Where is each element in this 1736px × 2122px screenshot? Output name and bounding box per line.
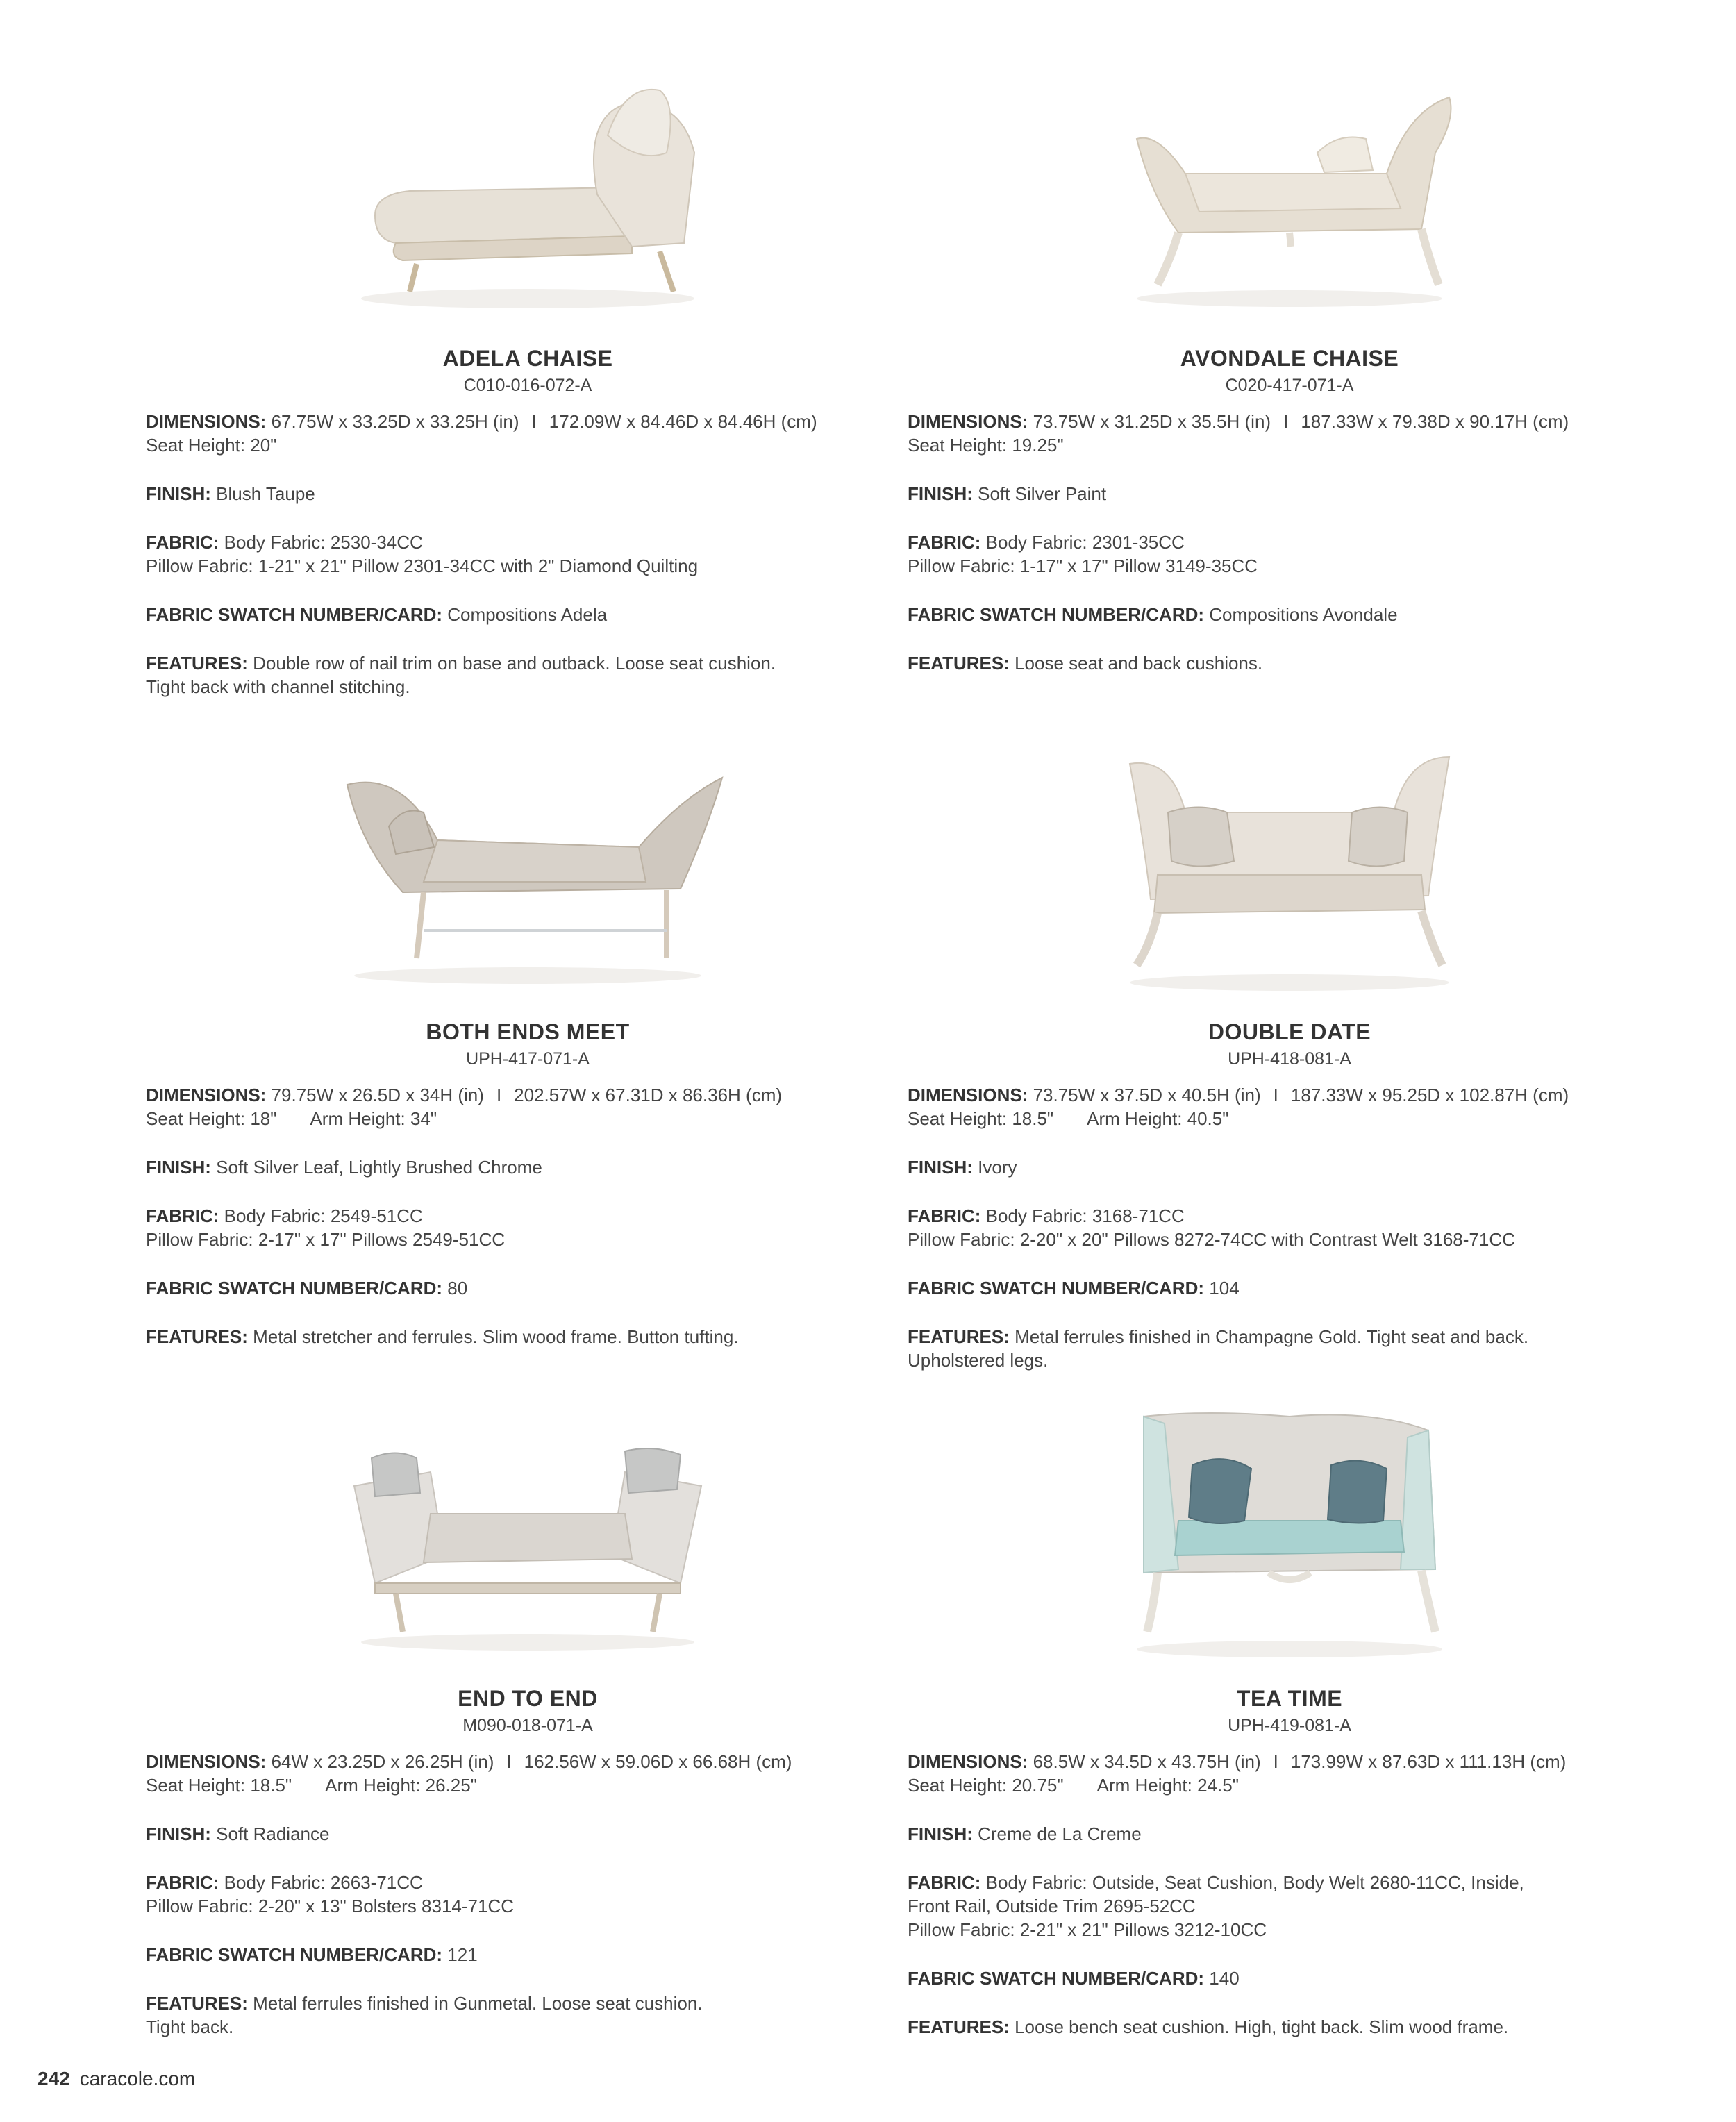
- fabric-body: Body Fabric: 2530-34CC: [224, 532, 423, 553]
- dimensions-cm: 187.33W x 95.25D x 102.87H (cm): [1290, 1085, 1569, 1105]
- fabric-body: Body Fabric: 3168-71CC: [985, 1205, 1185, 1226]
- product-image-end-to-end: [146, 1396, 910, 1673]
- dimensions-separator: I: [1273, 1085, 1278, 1105]
- product-image-adela-chaise: [146, 56, 910, 333]
- features-label: FEATURES:: [908, 2016, 1010, 2037]
- swatch-label: FABRIC SWATCH NUMBER/CARD:: [146, 604, 443, 625]
- seat-height: Seat Height: 20.75": [908, 1775, 1064, 1796]
- finish-value: Blush Taupe: [216, 483, 315, 504]
- product-end-to-end: [146, 1396, 910, 2039]
- features-label: FEATURES:: [908, 653, 1010, 674]
- product-both-ends-meet: [146, 729, 910, 1348]
- features-spec: [146, 1991, 910, 2015]
- finish-value: Soft Radiance: [216, 1823, 330, 1844]
- fabric-label: FABRIC:: [146, 532, 219, 553]
- finish-value: Soft Silver Paint: [978, 483, 1107, 504]
- features-spec: [908, 2015, 1671, 2039]
- swatch-value: Compositions Avondale: [1209, 604, 1398, 625]
- dimensions-cm: 162.56W x 59.06D x 66.68H (cm): [524, 1751, 792, 1772]
- fabric-spec: [146, 1871, 910, 1894]
- features-spec: [908, 1325, 1671, 1348]
- features-label: FEATURES:: [908, 1326, 1010, 1347]
- swatch-label: FABRIC SWATCH NUMBER/CARD:: [146, 1944, 443, 1965]
- dimensions-cm: 172.09W x 84.46D x 84.46H (cm): [549, 411, 817, 432]
- arm-height: Arm Height: 34": [310, 1108, 437, 1129]
- fabric-body: Body Fabric: 2301-35CC: [985, 532, 1185, 553]
- finish-label: FINISH:: [908, 483, 973, 504]
- height-spec: [908, 433, 1671, 457]
- finish-spec: [146, 1155, 910, 1179]
- features-value: Loose seat and back cushions.: [1015, 653, 1263, 674]
- features-spec: [908, 651, 1671, 675]
- product-sku: C020-417-071-A: [1225, 376, 1354, 395]
- fabric-label: FABRIC:: [908, 1872, 981, 1893]
- fabric-label: FABRIC:: [146, 1205, 219, 1226]
- product-sku: UPH-417-071-A: [466, 1049, 590, 1069]
- swatch-label: FABRIC SWATCH NUMBER/CARD:: [146, 1278, 443, 1298]
- finish-label: FINISH:: [908, 1157, 973, 1178]
- finish-value: Ivory: [978, 1157, 1017, 1178]
- dimensions-in: 64W x 23.25D x 26.25H (in): [271, 1751, 494, 1772]
- fabric-pillow: Pillow Fabric: 1-21" x 21" Pillow 2301-34CC with 2" Diamond Quilting: [146, 555, 699, 576]
- seat-height: Seat Height: 18.5": [908, 1108, 1054, 1129]
- arm-height: Arm Height: 26.25": [325, 1775, 477, 1796]
- product-sku: UPH-418-081-A: [1228, 1049, 1351, 1069]
- features-value-line2: Upholstered legs.: [908, 1350, 1049, 1371]
- swatch-spec: [146, 603, 910, 626]
- dimensions-spec: [908, 1750, 1671, 1773]
- dimensions-spec: [146, 410, 910, 433]
- swatch-label: FABRIC SWATCH NUMBER/CARD:: [908, 1968, 1205, 1989]
- fabric-spec: [908, 530, 1671, 554]
- dimensions-in: 73.75W x 37.5D x 40.5H (in): [1033, 1085, 1261, 1105]
- dimensions-spec: [146, 1750, 910, 1773]
- dimensions-cm: 202.57W x 67.31D x 86.36H (cm): [514, 1085, 783, 1105]
- fabric-spec: [908, 1204, 1671, 1228]
- features-value: Metal ferrules finished in Gunmetal. Loose seat cushion.: [253, 1993, 703, 2014]
- dimensions-spec: [146, 1083, 910, 1107]
- dimensions-label: DIMENSIONS:: [908, 1751, 1028, 1772]
- dimensions-label: DIMENSIONS:: [146, 1751, 267, 1772]
- features-spec: [146, 1325, 910, 1348]
- swatch-spec: [908, 1966, 1671, 1990]
- product-sku: C010-016-072-A: [463, 376, 592, 395]
- dimensions-cm: 187.33W x 79.38D x 90.17H (cm): [1301, 411, 1569, 432]
- swatch-label: FABRIC SWATCH NUMBER/CARD:: [908, 604, 1205, 625]
- dimensions-label: DIMENSIONS:: [908, 411, 1028, 432]
- fabric-spec: [146, 530, 910, 554]
- features-value: Metal stretcher and ferrules. Slim wood frame. Button tufting.: [253, 1326, 739, 1347]
- product-image-avondale-chaise: [908, 56, 1671, 333]
- features-value: Loose bench seat cushion. High, tight back. Slim wood frame.: [1015, 2016, 1509, 2037]
- seat-height: Seat Height: 20": [146, 435, 277, 456]
- dimensions-label: DIMENSIONS:: [146, 411, 267, 432]
- site-link[interactable]: caracole.com: [79, 2068, 196, 2089]
- fabric-label: FABRIC:: [908, 1205, 981, 1226]
- height-spec: [146, 1773, 910, 1797]
- fabric-spec: [908, 1871, 1671, 1894]
- product-image-double-date: [908, 729, 1671, 1007]
- arm-height: Arm Height: 24.5": [1096, 1775, 1239, 1796]
- fabric-body: Body Fabric: 2663-71CC: [224, 1872, 423, 1893]
- swatch-label: FABRIC SWATCH NUMBER/CARD:: [908, 1278, 1205, 1298]
- swatch-spec: [908, 603, 1671, 626]
- features-value-line2: Tight back with channel stitching.: [146, 676, 410, 697]
- page-footer: [37, 2068, 195, 2090]
- finish-spec: [908, 1822, 1671, 1846]
- product-name: DOUBLE DATE: [1208, 1019, 1371, 1044]
- product-name: BOTH ENDS MEET: [426, 1019, 630, 1044]
- dimensions-spec: [908, 1083, 1671, 1107]
- product-sku: M090-018-071-A: [462, 1716, 593, 1735]
- fabric-pillow: Pillow Fabric: 2-17" x 17" Pillows 2549-51CC: [146, 1229, 506, 1250]
- height-spec: [146, 1107, 910, 1130]
- height-spec: [908, 1773, 1671, 1797]
- finish-spec: [908, 482, 1671, 506]
- fabric-pillow: Pillow Fabric: 2-21" x 21" Pillows 3212-10CC: [908, 1919, 1267, 1940]
- features-value-line2: Tight back.: [146, 2016, 234, 2037]
- dimensions-separator: I: [496, 1085, 502, 1105]
- product-name: AVONDALE CHAISE: [1180, 346, 1399, 371]
- swatch-spec: [146, 1276, 910, 1300]
- finish-label: FINISH:: [146, 1823, 211, 1844]
- product-image-both-ends-meet: [146, 729, 910, 1007]
- finish-value: Soft Silver Leaf, Lightly Brushed Chrome: [216, 1157, 542, 1178]
- product-double-date: [908, 729, 1671, 1372]
- finish-label: FINISH:: [146, 1157, 211, 1178]
- fabric-body: Body Fabric: Outside, Seat Cushion, Body Welt 2680-11CC, Inside,: [985, 1872, 1524, 1893]
- features-label: FEATURES:: [146, 1993, 248, 2014]
- product-sku: UPH-419-081-A: [1228, 1716, 1351, 1735]
- features-value: Double row of nail trim on base and outback. Loose seat cushion.: [253, 653, 776, 674]
- finish-spec: [146, 1822, 910, 1846]
- features-value: Metal ferrules finished in Champagne Gold. Tight seat and back.: [1015, 1326, 1529, 1347]
- dimensions-separator: I: [531, 411, 537, 432]
- product-name: TEA TIME: [1236, 1686, 1343, 1711]
- swatch-spec: [908, 1276, 1671, 1300]
- dimensions-in: 67.75W x 33.25D x 33.25H (in): [271, 411, 519, 432]
- dimensions-in: 79.75W x 26.5D x 34H (in): [271, 1085, 484, 1105]
- fabric-body-line2: Front Rail, Outside Trim 2695-52CC: [908, 1896, 1196, 1916]
- seat-height: Seat Height: 19.25": [908, 435, 1064, 456]
- dimensions-label: DIMENSIONS:: [146, 1085, 267, 1105]
- features-spec: [146, 651, 910, 675]
- swatch-value: 104: [1209, 1278, 1240, 1298]
- features-label: FEATURES:: [146, 653, 248, 674]
- product-image-tea-time: [908, 1396, 1671, 1673]
- dimensions-in: 73.75W x 31.25D x 35.5H (in): [1033, 411, 1271, 432]
- height-spec: [908, 1107, 1671, 1130]
- fabric-pillow: Pillow Fabric: 2-20" x 13" Bolsters 8314-71CC: [146, 1896, 515, 1916]
- dimensions-separator: I: [1283, 411, 1289, 432]
- product-name: ADELA CHAISE: [442, 346, 613, 371]
- page-number: 242: [37, 2068, 70, 2089]
- dimensions-separator: I: [506, 1751, 512, 1772]
- dimensions-spec: [908, 410, 1671, 433]
- product-name: END TO END: [458, 1686, 598, 1711]
- features-label: FEATURES:: [146, 1326, 248, 1347]
- product-tea-time: [908, 1396, 1671, 2039]
- height-spec: [146, 433, 910, 457]
- dimensions-separator: I: [1273, 1751, 1278, 1772]
- fabric-spec: [146, 1204, 910, 1228]
- dimensions-cm: 173.99W x 87.63D x 111.13H (cm): [1290, 1751, 1567, 1772]
- finish-label: FINISH:: [146, 483, 211, 504]
- swatch-value: 121: [447, 1944, 478, 1965]
- swatch-value: 80: [447, 1278, 468, 1298]
- arm-height: Arm Height: 40.5": [1087, 1108, 1229, 1129]
- fabric-label: FABRIC:: [146, 1872, 219, 1893]
- finish-label: FINISH:: [908, 1823, 973, 1844]
- finish-spec: [908, 1155, 1671, 1179]
- product-adela-chaise: [146, 56, 910, 699]
- dimensions-label: DIMENSIONS:: [908, 1085, 1028, 1105]
- fabric-pillow: Pillow Fabric: 1-17" x 17" Pillow 3149-35CC: [908, 555, 1258, 576]
- fabric-label: FABRIC:: [908, 532, 981, 553]
- swatch-spec: [146, 1943, 910, 1966]
- fabric-pillow: Pillow Fabric: 2-20" x 20" Pillows 8272-74CC with Contrast Welt 3168-71CC: [908, 1229, 1515, 1250]
- finish-spec: [146, 482, 910, 506]
- seat-height: Seat Height: 18": [146, 1108, 277, 1129]
- finish-value: Creme de La Creme: [978, 1823, 1142, 1844]
- swatch-value: Compositions Adela: [447, 604, 608, 625]
- seat-height: Seat Height: 18.5": [146, 1775, 292, 1796]
- product-avondale-chaise: [908, 56, 1671, 675]
- swatch-value: 140: [1209, 1968, 1240, 1989]
- fabric-body: Body Fabric: 2549-51CC: [224, 1205, 423, 1226]
- dimensions-in: 68.5W x 34.5D x 43.75H (in): [1033, 1751, 1261, 1772]
